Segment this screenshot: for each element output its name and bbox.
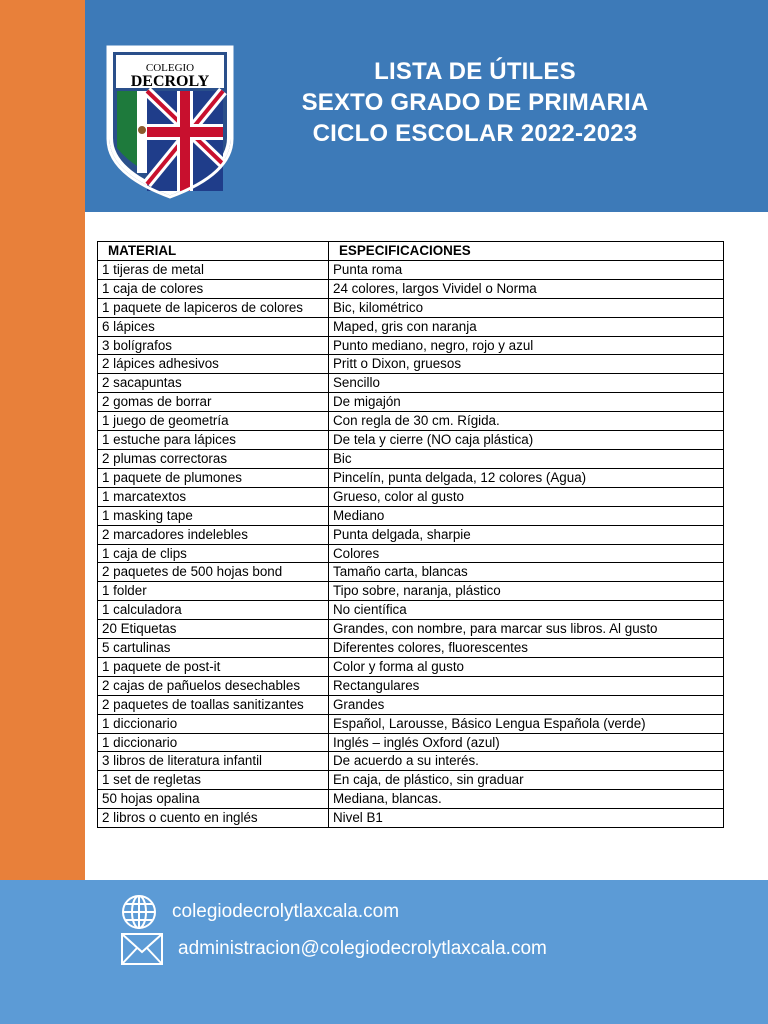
orange-side-strip [0, 0, 85, 880]
table-row [98, 468, 724, 487]
material-cell: 1 juego de geometría [98, 412, 329, 431]
globe-icon [120, 893, 158, 931]
table-row [98, 771, 724, 790]
material-cell: 1 caja de clips [98, 544, 329, 563]
logo-text-colegio: COLEGIO [145, 62, 195, 74]
specification-cell: Maped, gris con naranja [329, 317, 724, 336]
material-cell: 20 Etiquetas [98, 620, 329, 639]
table-row [98, 506, 724, 525]
material-cell: 2 plumas correctoras [98, 449, 329, 468]
envelope-icon [120, 932, 164, 966]
specification-cell: Tipo sobre, naranja, plástico [329, 582, 724, 601]
specification-cell: Punto mediano, negro, rojo y azul [329, 336, 724, 355]
table-row [98, 260, 724, 279]
table-row [98, 695, 724, 714]
table-row [98, 374, 724, 393]
column-header-material: MATERIAL [98, 242, 329, 261]
supplies-table-container [97, 241, 723, 828]
specification-cell: Grandes [329, 695, 724, 714]
specification-cell: Color y forma al gusto [329, 657, 724, 676]
material-cell: 50 hojas opalina [98, 790, 329, 809]
specification-cell: En caja, de plástico, sin graduar [329, 771, 724, 790]
specification-cell: Nivel B1 [329, 809, 724, 828]
table-row [98, 393, 724, 412]
specification-cell: De migajón [329, 393, 724, 412]
specification-cell: De acuerdo a su interés. [329, 752, 724, 771]
mexico-emblem-icon [138, 126, 146, 134]
specification-cell: Bic, kilométrico [329, 298, 724, 317]
specification-cell: 24 colores, largos Vividel o Norma [329, 279, 724, 298]
specification-cell: Punta delgada, sharpie [329, 525, 724, 544]
table-row [98, 752, 724, 771]
title-line-2: SEXTO GRADO DE PRIMARIA [301, 89, 649, 116]
specification-cell: De tela y cierre (NO caja plástica) [329, 431, 724, 450]
specification-cell: Mediano [329, 506, 724, 525]
table-row [98, 355, 724, 374]
table-row [98, 487, 724, 506]
table-row [98, 809, 724, 828]
table-row [98, 412, 724, 431]
table-row [98, 544, 724, 563]
specification-cell: Grandes, con nombre, para marcar sus libros. Al gusto [329, 620, 724, 639]
logo-text-decroly: DECROLY [130, 73, 210, 90]
specification-cell: Rectangulares [329, 676, 724, 695]
specification-cell: Diferentes colores, fluorescentes [329, 639, 724, 658]
table-row [98, 733, 724, 752]
school-crest-logo [105, 44, 235, 200]
table-row [98, 317, 724, 336]
table-row [98, 279, 724, 298]
specification-cell: Grueso, color al gusto [329, 487, 724, 506]
material-cell: 1 paquete de plumones [98, 468, 329, 487]
specification-cell: No científica [329, 601, 724, 620]
material-cell: 1 caja de colores [98, 279, 329, 298]
specification-cell: Mediana, blancas. [329, 790, 724, 809]
material-cell: 2 libros o cuento en inglés [98, 809, 329, 828]
column-header-especificaciones: ESPECIFICACIONES [329, 242, 724, 261]
table-header-row [98, 242, 724, 261]
table-row [98, 449, 724, 468]
specification-cell: Con regla de 30 cm. Rígida. [329, 412, 724, 431]
specification-cell: Español, Larousse, Básico Lengua Española (verde) [329, 714, 724, 733]
material-cell: 2 sacapuntas [98, 374, 329, 393]
table-row [98, 676, 724, 695]
table-row [98, 582, 724, 601]
page-title [240, 56, 710, 149]
material-cell: 2 cajas de pañuelos desechables [98, 676, 329, 695]
material-cell: 2 marcadores indelebles [98, 525, 329, 544]
specification-cell: Sencillo [329, 374, 724, 393]
material-cell: 5 cartulinas [98, 639, 329, 658]
material-cell: 1 set de regletas [98, 771, 329, 790]
material-cell: 2 paquetes de 500 hojas bond [98, 563, 329, 582]
specification-cell: Pincelín, punta delgada, 12 colores (Agua) [329, 468, 724, 487]
material-cell: 1 paquete de post-it [98, 657, 329, 676]
specification-cell: Punta roma [329, 260, 724, 279]
table-row [98, 601, 724, 620]
table-row [98, 431, 724, 450]
table-row [98, 790, 724, 809]
table-row [98, 563, 724, 582]
material-cell: 6 lápices [98, 317, 329, 336]
material-cell: 2 gomas de borrar [98, 393, 329, 412]
specification-cell: Pritt o Dixon, gruesos [329, 355, 724, 374]
material-cell: 1 masking tape [98, 506, 329, 525]
email-link[interactable]: administracion@colegiodecrolytlaxcala.com [178, 938, 547, 959]
material-cell: 1 marcatextos [98, 487, 329, 506]
website-contact[interactable] [120, 893, 399, 931]
email-contact[interactable] [120, 932, 547, 966]
title-line-1: LISTA DE ÚTILES [374, 58, 576, 85]
material-cell: 1 folder [98, 582, 329, 601]
specification-cell: Colores [329, 544, 724, 563]
material-cell: 3 bolígrafos [98, 336, 329, 355]
material-cell: 2 lápices adhesivos [98, 355, 329, 374]
specification-cell: Bic [329, 449, 724, 468]
material-cell: 1 diccionario [98, 733, 329, 752]
title-line-3: CICLO ESCOLAR 2022-2023 [312, 120, 638, 147]
material-cell: 1 estuche para lápices [98, 431, 329, 450]
website-link[interactable]: colegiodecrolytlaxcala.com [172, 901, 400, 922]
specification-cell: Inglés – inglés Oxford (azul) [329, 733, 724, 752]
material-cell: 1 diccionario [98, 714, 329, 733]
table-row [98, 714, 724, 733]
table-row [98, 525, 724, 544]
material-cell: 3 libros de literatura infantil [98, 752, 329, 771]
table-row [98, 620, 724, 639]
table-row [98, 336, 724, 355]
table-row [98, 298, 724, 317]
specification-cell: Tamaño carta, blancas [329, 563, 724, 582]
material-cell: 1 paquete de lapiceros de colores [98, 298, 329, 317]
material-cell: 1 calculadora [98, 601, 329, 620]
table-row [98, 657, 724, 676]
table-row [98, 639, 724, 658]
material-cell: 2 paquetes de toallas sanitizantes [98, 695, 329, 714]
material-cell: 1 tijeras de metal [98, 260, 329, 279]
supplies-table [97, 241, 724, 828]
